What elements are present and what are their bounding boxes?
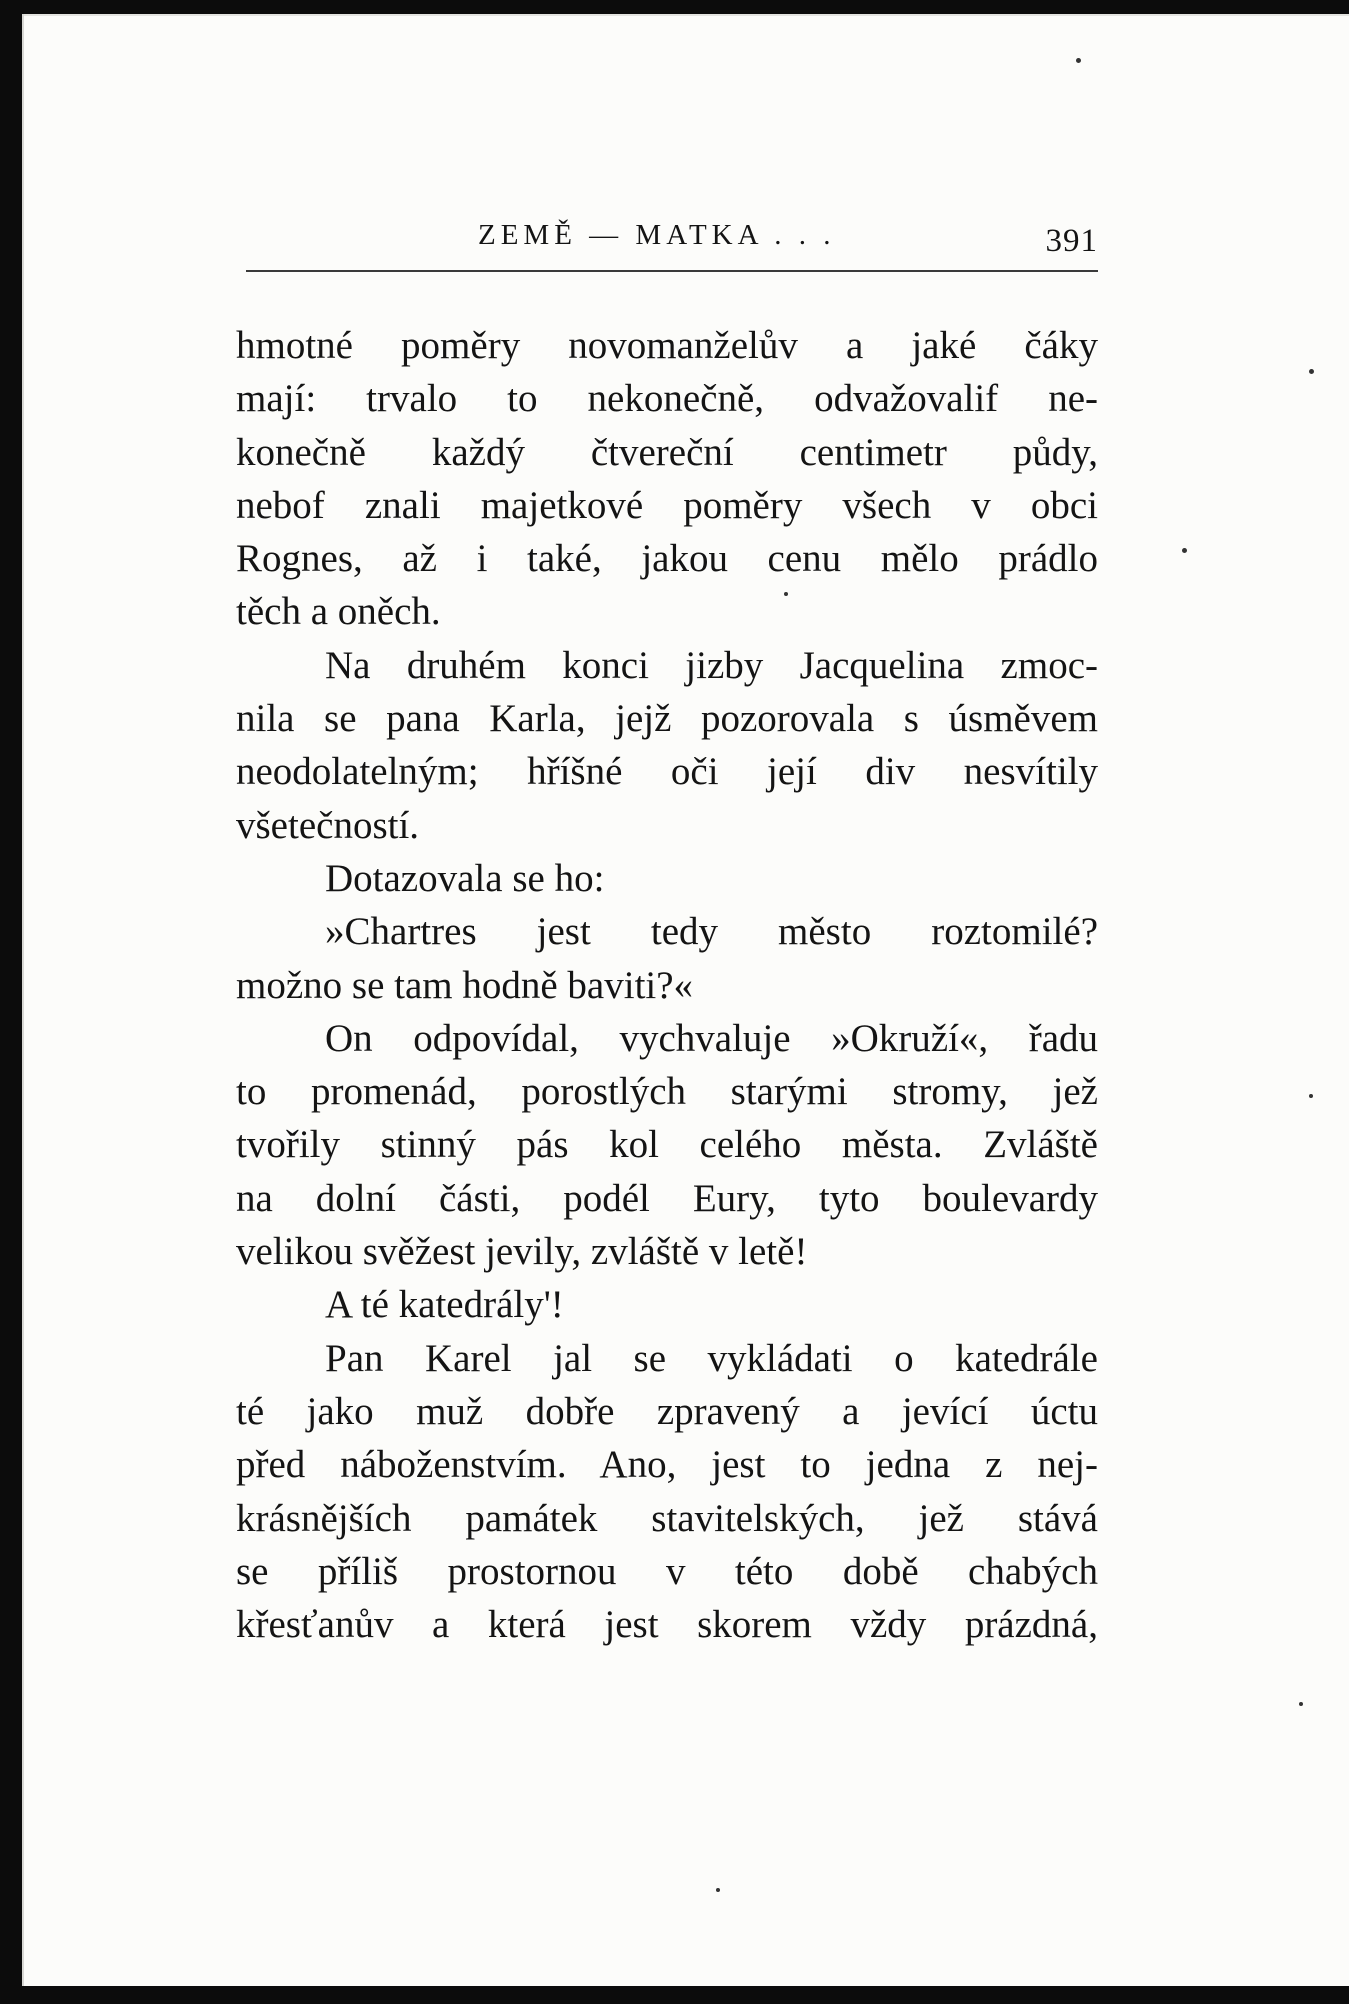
text-line: Dotazovala se ho: — [325, 856, 605, 900]
text-line: konečně každý čtvereční centimetr půdy, — [236, 430, 1098, 474]
text-line: Rognes, až i také, jakou cenu mělo prádlo — [236, 537, 1098, 581]
text-line: na dolní části, podél Eury, tyto boulevardy — [236, 1176, 1098, 1220]
scan-speck — [1182, 548, 1187, 553]
text-line: »Chartres jest tedy město roztomilé? — [325, 910, 1098, 954]
text-line: neodolatelným; hříšné oči její div nesvítily — [236, 750, 1098, 794]
text-line: křesťanův a která jest skorem vždy prázdná, — [236, 1603, 1098, 1647]
scan-speck — [1309, 369, 1314, 374]
text-line: všetečností. — [236, 803, 420, 847]
text-line: A té katedrály'! — [325, 1283, 564, 1327]
text-line: možno se tam hodně baviti?« — [236, 963, 694, 1007]
header-rule — [246, 270, 1098, 272]
scan-speck — [784, 592, 788, 596]
text-line: těch a oněch. — [236, 590, 441, 634]
page-header — [246, 219, 1098, 279]
text-line: nebof znali majetkové poměry všech v obci — [236, 483, 1098, 527]
scan-speck — [1076, 58, 1081, 63]
text-line: velikou svěžest jevily, zvláště v letě! — [236, 1230, 808, 1274]
text-line: Na druhém konci jizby Jacquelina zmoc- — [325, 643, 1098, 687]
page-number: 391 — [1045, 223, 1098, 259]
text-line: se příliš prostornou v této době chabých — [236, 1549, 1098, 1593]
scan-speck — [1309, 1094, 1313, 1098]
text-line: té jako muž dobře zpravený a jevící úctu — [236, 1389, 1098, 1433]
text-line: krásnějších památek stavitelských, jež stává — [236, 1496, 1098, 1540]
body-text — [236, 319, 1098, 1651]
text-line: On odpovídal, vychvaluje »Okruží«, řadu — [325, 1016, 1098, 1060]
text-line: hmotné poměry novomanželův a jaké čáky — [236, 324, 1098, 367]
scan-speck — [716, 1888, 720, 1892]
text-line: Pan Karel jal se vykládati o katedrále — [325, 1336, 1098, 1380]
text-line: mají: trvalo to nekonečně, odvažovalif ne- — [236, 377, 1098, 421]
text-line: před náboženstvím. Ano, jest to jedna z nej- — [236, 1443, 1098, 1487]
text-line: to promenád, porostlých starými stromy, jež — [236, 1070, 1098, 1114]
book-page — [22, 14, 1349, 1986]
running-title: ZEMĚ — MATKA . . . — [478, 219, 836, 251]
text-line: tvořily stinný pás kol celého města. Zvláště — [236, 1123, 1098, 1167]
text-line: nila se pana Karla, jejž pozorovala s úsměvem — [236, 697, 1098, 741]
scan-speck — [1299, 1702, 1303, 1706]
